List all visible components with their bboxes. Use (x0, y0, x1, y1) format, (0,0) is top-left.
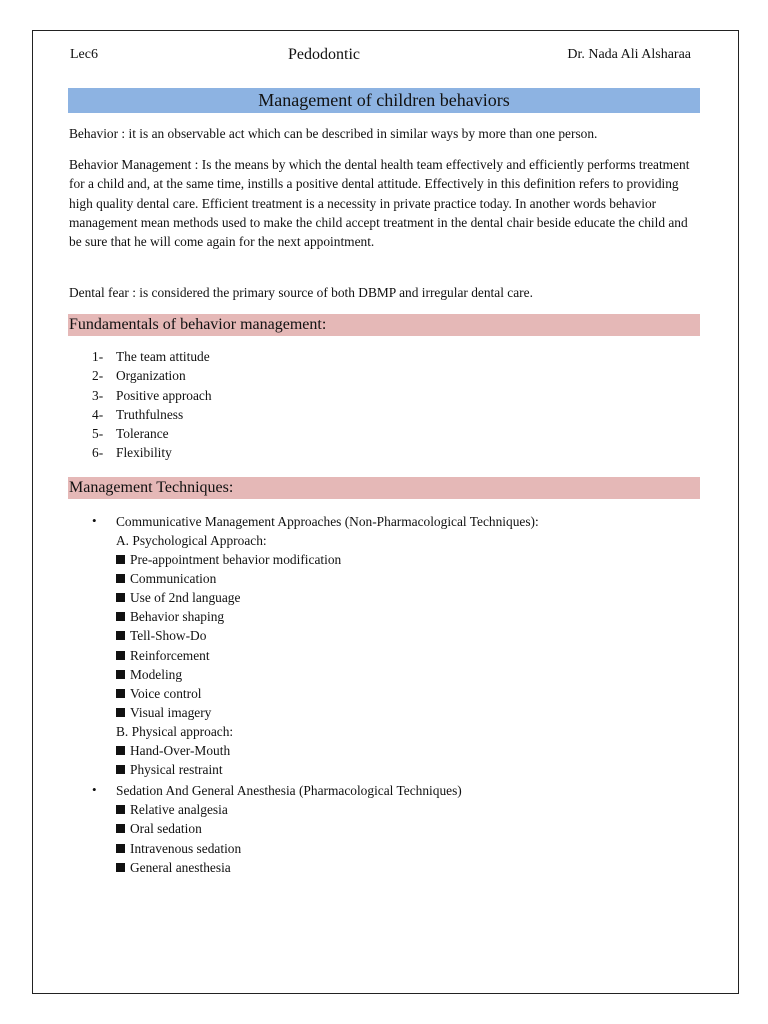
square-bullet-icon (116, 555, 125, 564)
list-item (92, 386, 212, 405)
square-bullet-icon (116, 746, 125, 755)
list-item: Visual imagery (116, 703, 211, 722)
definition-term: Behavior : (69, 126, 126, 141)
bullet-dot-icon: • (92, 782, 97, 797)
techniques-heading: Management Techniques: (68, 477, 700, 499)
square-bullet-icon (116, 863, 125, 872)
definition-term: Behavior Management : (69, 157, 199, 172)
list-item: General anesthesia (116, 858, 231, 877)
subject-title: Pedodontic (288, 46, 360, 63)
list-number: 5- (92, 426, 104, 442)
list-item: Modeling (116, 665, 182, 684)
author-name: Dr. Nada Ali Alsharaa (567, 47, 691, 62)
square-bullet-icon (116, 631, 125, 640)
list-item (92, 405, 212, 424)
square-bullet-icon (116, 689, 125, 698)
list-item (92, 347, 212, 366)
list-item (92, 366, 212, 385)
definition-text: Is the means by which the dental health team effectively and efficiently performs treatment for a child and, at the same time, instills a positive dental attitude. Effectively in this definition refers to providing high quality dental care. Efficient treatment is a necessity in private practice today. In another words behavior management mean methods used to make the child accept treatment in the dental chair beside educate the child and be sure that he will come again for the next appointment. (69, 157, 690, 250)
list-label: Flexibility (116, 445, 172, 461)
list-item: Behavior shaping (116, 607, 224, 626)
square-bullet-icon (116, 824, 125, 833)
definition-text: it is an observable act which can be described in similar ways by more than one person. (125, 126, 598, 141)
list-item: Relative analgesia (116, 800, 228, 819)
definition-behavior (69, 124, 701, 143)
definition-term: Dental fear : (69, 285, 136, 300)
fundamentals-list (92, 347, 212, 463)
list-label: Tolerance (116, 426, 169, 442)
definition-text: is considered the primary source of both DBMP and irregular dental care. (135, 285, 533, 300)
square-bullet-icon (116, 574, 125, 583)
list-number: 3- (92, 387, 104, 403)
bullet-non-pharmacological: Communicative Management Approaches (Non-Pharmacological Techniques): (116, 514, 539, 529)
subheading-physical: B. Physical approach: (116, 724, 234, 739)
list-item: Intravenous sedation (116, 839, 241, 858)
list-item: Tell-Show-Do (116, 626, 206, 645)
list-number: 2- (92, 368, 104, 384)
list-item (92, 443, 212, 462)
definition-dental-fear (69, 283, 701, 302)
square-bullet-icon (116, 805, 125, 814)
subheading-psychological: A. Psychological Approach: (116, 533, 267, 548)
square-bullet-icon (116, 844, 125, 853)
list-item: Use of 2nd language (116, 588, 240, 607)
page-title: Management of children behaviors (68, 88, 700, 113)
list-label: Organization (116, 368, 186, 384)
bullet-dot-icon: • (92, 513, 97, 528)
list-item: Physical restraint (116, 760, 223, 779)
lecture-number: Lec6 (70, 47, 98, 62)
list-item: Oral sedation (116, 819, 202, 838)
square-bullet-icon (116, 651, 125, 660)
square-bullet-icon (116, 670, 125, 679)
list-number: 6- (92, 445, 104, 461)
list-number: 4- (92, 406, 104, 422)
definition-behavior-management (69, 155, 701, 251)
list-item: Reinforcement (116, 646, 210, 665)
list-item: Hand-Over-Mouth (116, 741, 230, 760)
list-item: Communication (116, 569, 216, 588)
bullet-pharmacological: Sedation And General Anesthesia (Pharmacological Techniques) (116, 783, 462, 798)
list-label: Positive approach (116, 387, 212, 403)
square-bullet-icon (116, 708, 125, 717)
list-label: The team attitude (116, 349, 210, 364)
square-bullet-icon (116, 612, 125, 621)
square-bullet-icon (116, 593, 125, 602)
square-bullet-icon (116, 765, 125, 774)
list-item (92, 424, 212, 443)
fundamentals-heading: Fundamentals of behavior management: (68, 314, 700, 336)
list-number: 1- (92, 349, 104, 364)
list-item: Voice control (116, 684, 202, 703)
list-label: Truthfulness (116, 406, 184, 422)
list-item: Pre-appointment behavior modification (116, 550, 341, 569)
